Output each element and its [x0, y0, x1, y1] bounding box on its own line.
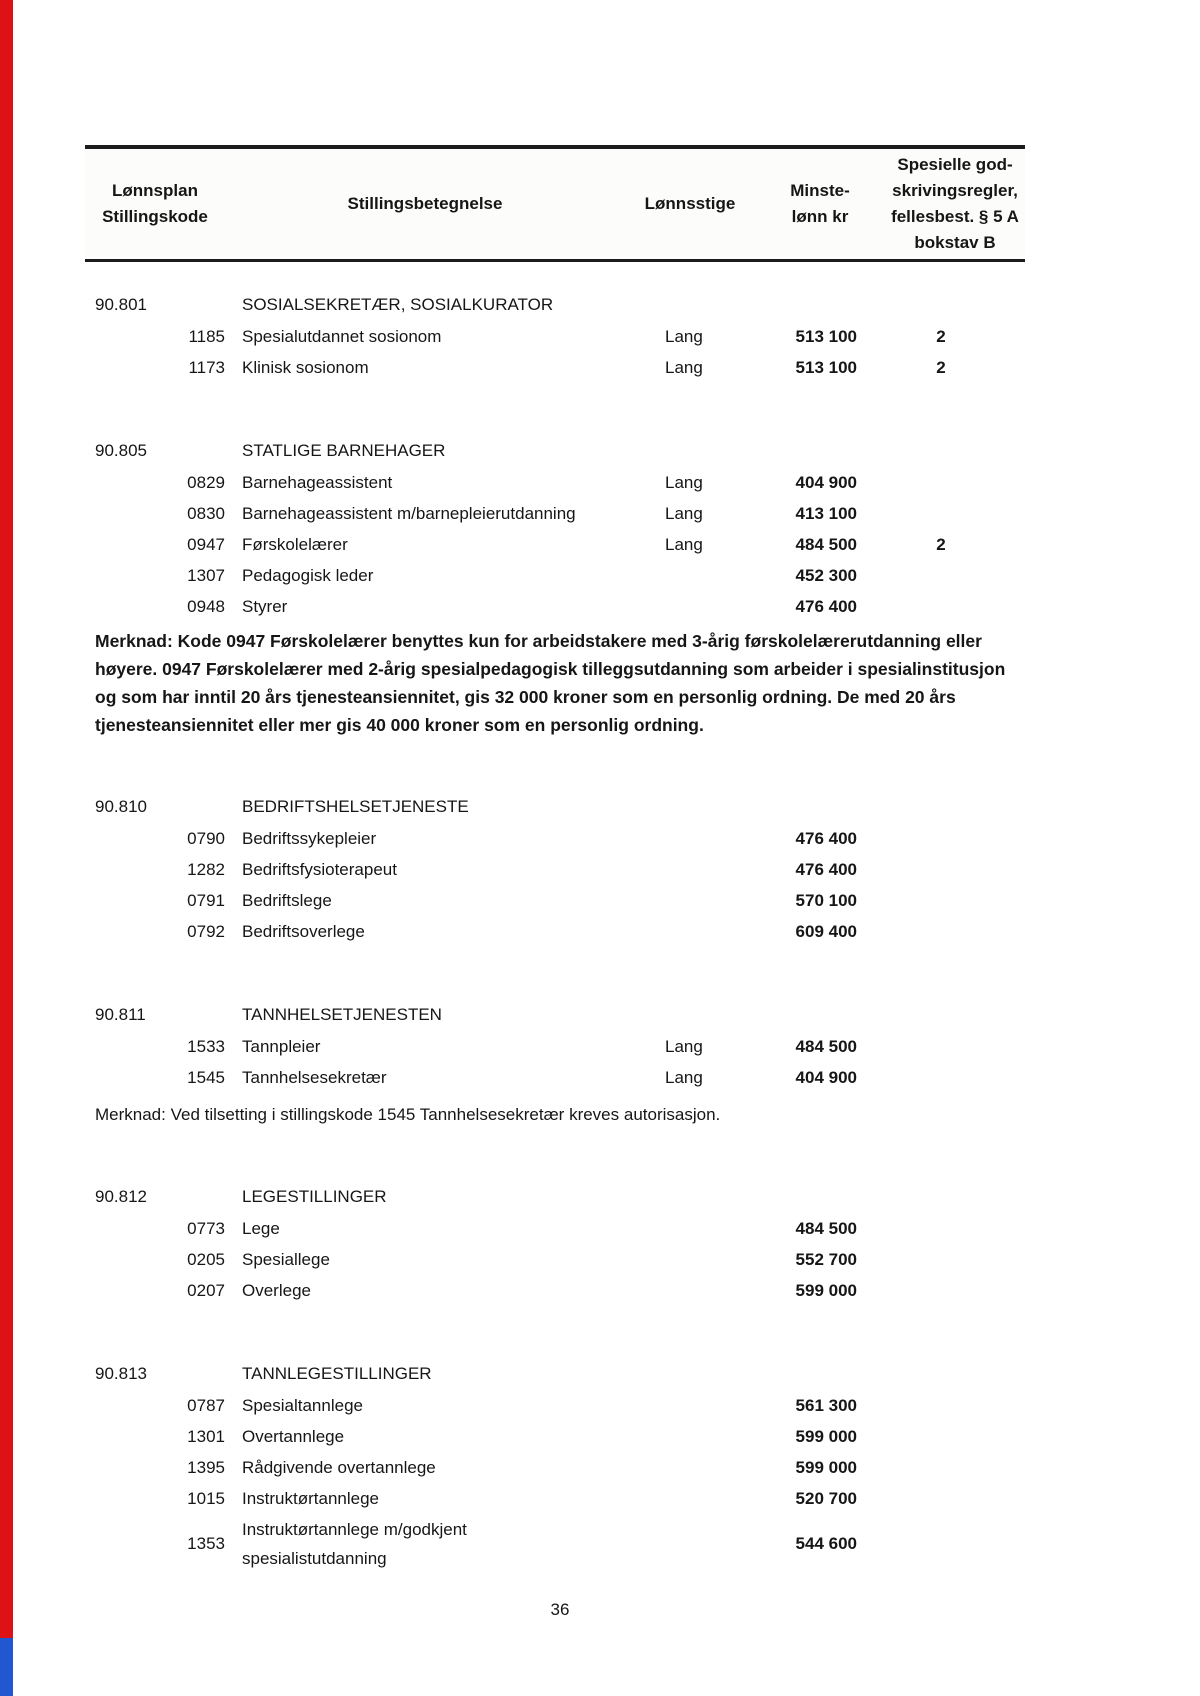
section-title: LEGESTILLINGER — [242, 1187, 387, 1206]
page-number: 36 — [550, 1600, 570, 1619]
cell-label: Bedriftslege — [242, 890, 332, 910]
cell-code: 0791 — [187, 890, 225, 910]
cell-label: Barnehageassistent m/barnepleierutdanning — [242, 503, 576, 523]
cell-scale: Lang — [665, 472, 703, 492]
header-lonnsplan-line1: Lønnsplan — [112, 181, 198, 200]
table-row — [95, 1483, 1025, 1514]
header-spesielle-line3: fellesbest. § 5 A — [891, 207, 1019, 226]
cell-minstelonn: 599 000 — [795, 1426, 857, 1446]
section-title: STATLIGE BARNEHAGER — [242, 441, 446, 460]
cell-minstelonn: 520 700 — [795, 1488, 857, 1508]
table-row — [95, 1031, 1025, 1062]
cell-special: 2 — [936, 357, 946, 377]
header-spesielle-line2: skrivingsregler, — [892, 181, 1018, 200]
section-header — [95, 999, 1025, 1031]
cell-label: Tannpleier — [242, 1036, 321, 1056]
table-row — [95, 1452, 1025, 1483]
section-header — [95, 1181, 1025, 1213]
cell-code: 0948 — [187, 596, 225, 616]
cell-minstelonn: 476 400 — [795, 828, 857, 848]
header-col-stillingsbetegnelse: Stillingsbetegnelse — [347, 194, 503, 213]
cell-scale: Lang — [665, 534, 703, 554]
cell-minstelonn: 484 500 — [795, 1218, 857, 1238]
cell-special: 2 — [936, 326, 946, 346]
cell-label: Rådgivende overtannlege — [242, 1457, 436, 1477]
section-title: SOSIALSEKRETÆR, SOSIALKURATOR — [242, 295, 554, 314]
merknad-note: Merknad: Ved tilsetting i stillingskode 1545 Tannhelsesekretær kreves autorisasjon. — [95, 1105, 721, 1124]
cell-minstelonn: 476 400 — [795, 859, 857, 879]
table-row — [95, 1514, 1025, 1574]
cell-scale: Lang — [665, 357, 703, 377]
table-row — [95, 467, 1025, 498]
cell-minstelonn: 599 000 — [795, 1280, 857, 1300]
cell-label: Overlege — [242, 1280, 311, 1300]
table-row — [95, 321, 1025, 352]
cell-code: 1301 — [187, 1426, 225, 1446]
section-90810 — [95, 791, 1025, 947]
section-id: 90.813 — [95, 1364, 147, 1383]
cell-label: Instruktørtannlege m/godkjent spesialistutdanning — [242, 1520, 467, 1568]
cell-code: 0792 — [187, 921, 225, 941]
section-header — [95, 1358, 1025, 1390]
cell-code: 1307 — [187, 565, 225, 585]
section-title: TANNLEGESTILLINGER — [242, 1364, 432, 1383]
cell-label: Spesialtannlege — [242, 1395, 363, 1415]
table-row — [95, 1244, 1025, 1275]
header-spesielle-line1: Spesielle god- — [897, 155, 1013, 174]
header-spesielle-line4: bokstav B — [914, 233, 996, 252]
table-row — [95, 1390, 1025, 1421]
cell-code: 0830 — [187, 503, 225, 523]
cell-minstelonn: 599 000 — [795, 1457, 857, 1477]
cell-scale: Lang — [665, 503, 703, 523]
cell-minstelonn: 404 900 — [795, 1067, 857, 1087]
section-90801 — [95, 289, 1025, 383]
cell-code: 0205 — [187, 1249, 225, 1269]
table-row — [95, 1062, 1025, 1093]
header-col-minstelonn — [755, 178, 885, 230]
cell-scale: Lang — [665, 1036, 703, 1056]
merknad-note: Merknad: Kode 0947 Førskolelærer benyttes kun for arbeidstakere med 3-årig førskolelærerutdanning eller høyere. 0947 Førskolelærer med 2-årig spesialpedagogisk tilleggsutdanning som arbeider i spesialinstitusjon og som har inntil 20 års tjenesteansiennitet, gis 32 000 kroner som en personlig ordning. De med 20 års tjenesteansiennitet eller mer gis 40 000 kroner som en personlig ordning. — [95, 631, 1006, 735]
table-row — [95, 885, 1025, 916]
cell-label: Spesialutdannet sosionom — [242, 326, 442, 346]
table-row — [95, 854, 1025, 885]
cell-code: 0829 — [187, 472, 225, 492]
cell-label: Bedriftssykepleier — [242, 828, 377, 848]
section-id: 90.811 — [95, 1005, 146, 1024]
cell-label: Bedriftsoverlege — [242, 921, 365, 941]
table-row — [95, 823, 1025, 854]
section-90813 — [95, 1358, 1025, 1574]
cell-label: Spesiallege — [242, 1249, 330, 1269]
header-col-lonnsstige: Lønnsstige — [644, 194, 736, 213]
header-col-lonnsplan — [85, 178, 225, 230]
table-row — [95, 591, 1025, 622]
cell-code: 1395 — [187, 1457, 225, 1477]
cell-code: 0790 — [187, 828, 225, 848]
cell-label: Tannhelsesekretær — [242, 1067, 387, 1087]
cell-code: 1185 — [188, 326, 225, 346]
cell-minstelonn: 476 400 — [795, 596, 857, 616]
cell-minstelonn: 544 600 — [795, 1534, 857, 1553]
header-lonnsplan-line2: Stillingskode — [102, 207, 208, 226]
cell-minstelonn: 484 500 — [795, 534, 857, 554]
cell-minstelonn: 452 300 — [795, 565, 857, 585]
section-90812 — [95, 1181, 1025, 1306]
cell-minstelonn: 513 100 — [795, 357, 857, 377]
cell-label: Førskolelærer — [242, 534, 348, 554]
table-row — [95, 1421, 1025, 1452]
section-id: 90.801 — [95, 295, 147, 314]
cell-minstelonn: 404 900 — [795, 472, 857, 492]
header-minstelonn-line2: lønn kr — [791, 207, 849, 226]
cell-label: Instruktørtannlege — [242, 1488, 380, 1508]
table-row — [95, 916, 1025, 947]
cell-code: 1353 — [187, 1534, 225, 1553]
cell-minstelonn: 413 100 — [795, 503, 857, 523]
cell-minstelonn: 570 100 — [795, 890, 857, 910]
cell-code: 0947 — [187, 534, 225, 554]
section-id: 90.805 — [95, 441, 147, 460]
cell-minstelonn: 609 400 — [795, 921, 857, 941]
cell-label: Overtannlege — [242, 1426, 345, 1446]
cell-code: 1173 — [188, 357, 225, 377]
header-minstelonn-line1: Minste- — [790, 181, 850, 200]
cell-code: 0773 — [187, 1218, 225, 1238]
section-id: 90.810 — [95, 797, 147, 816]
cell-code: 0787 — [187, 1395, 225, 1415]
blue-edge-stripe — [0, 1638, 13, 1696]
table-row — [95, 1213, 1025, 1244]
header-col-spesielle — [885, 152, 1025, 256]
cell-label: Bedriftsfysioterapeut — [242, 859, 397, 879]
table-row — [95, 529, 1025, 560]
table-row — [95, 498, 1025, 529]
cell-scale: Lang — [665, 1067, 703, 1087]
cell-label: Barnehageassistent — [242, 472, 393, 492]
table-row — [95, 1275, 1025, 1306]
table-row — [95, 560, 1025, 591]
section-title: BEDRIFTSHELSETJENESTE — [242, 797, 469, 816]
cell-minstelonn: 561 300 — [795, 1395, 857, 1415]
cell-code: 1545 — [187, 1067, 225, 1087]
cell-special: 2 — [936, 534, 946, 554]
red-edge-stripe — [0, 0, 13, 1638]
cell-label: Lege — [242, 1218, 280, 1238]
cell-minstelonn: 552 700 — [795, 1249, 857, 1269]
section-title: TANNHELSETJENESTEN — [242, 1005, 442, 1024]
cell-code: 1282 — [187, 859, 225, 879]
section-90805 — [95, 435, 1025, 739]
salary-table — [85, 145, 1025, 1620]
cell-label: Styrer — [242, 596, 288, 616]
section-header — [95, 435, 1025, 467]
section-header — [95, 791, 1025, 823]
cell-code: 1015 — [187, 1488, 225, 1508]
cell-code: 0207 — [187, 1280, 225, 1300]
table-row — [95, 352, 1025, 383]
section-90811 — [95, 999, 1025, 1129]
cell-code: 1533 — [187, 1036, 225, 1056]
section-id: 90.812 — [95, 1187, 147, 1206]
cell-minstelonn: 484 500 — [795, 1036, 857, 1056]
cell-scale: Lang — [665, 326, 703, 346]
cell-label: Klinisk sosionom — [242, 357, 369, 377]
cell-label: Pedagogisk leder — [242, 565, 374, 585]
section-header — [95, 289, 1025, 321]
table-header-row — [85, 145, 1025, 262]
table-body — [95, 289, 1025, 1620]
cell-minstelonn: 513 100 — [795, 326, 857, 346]
